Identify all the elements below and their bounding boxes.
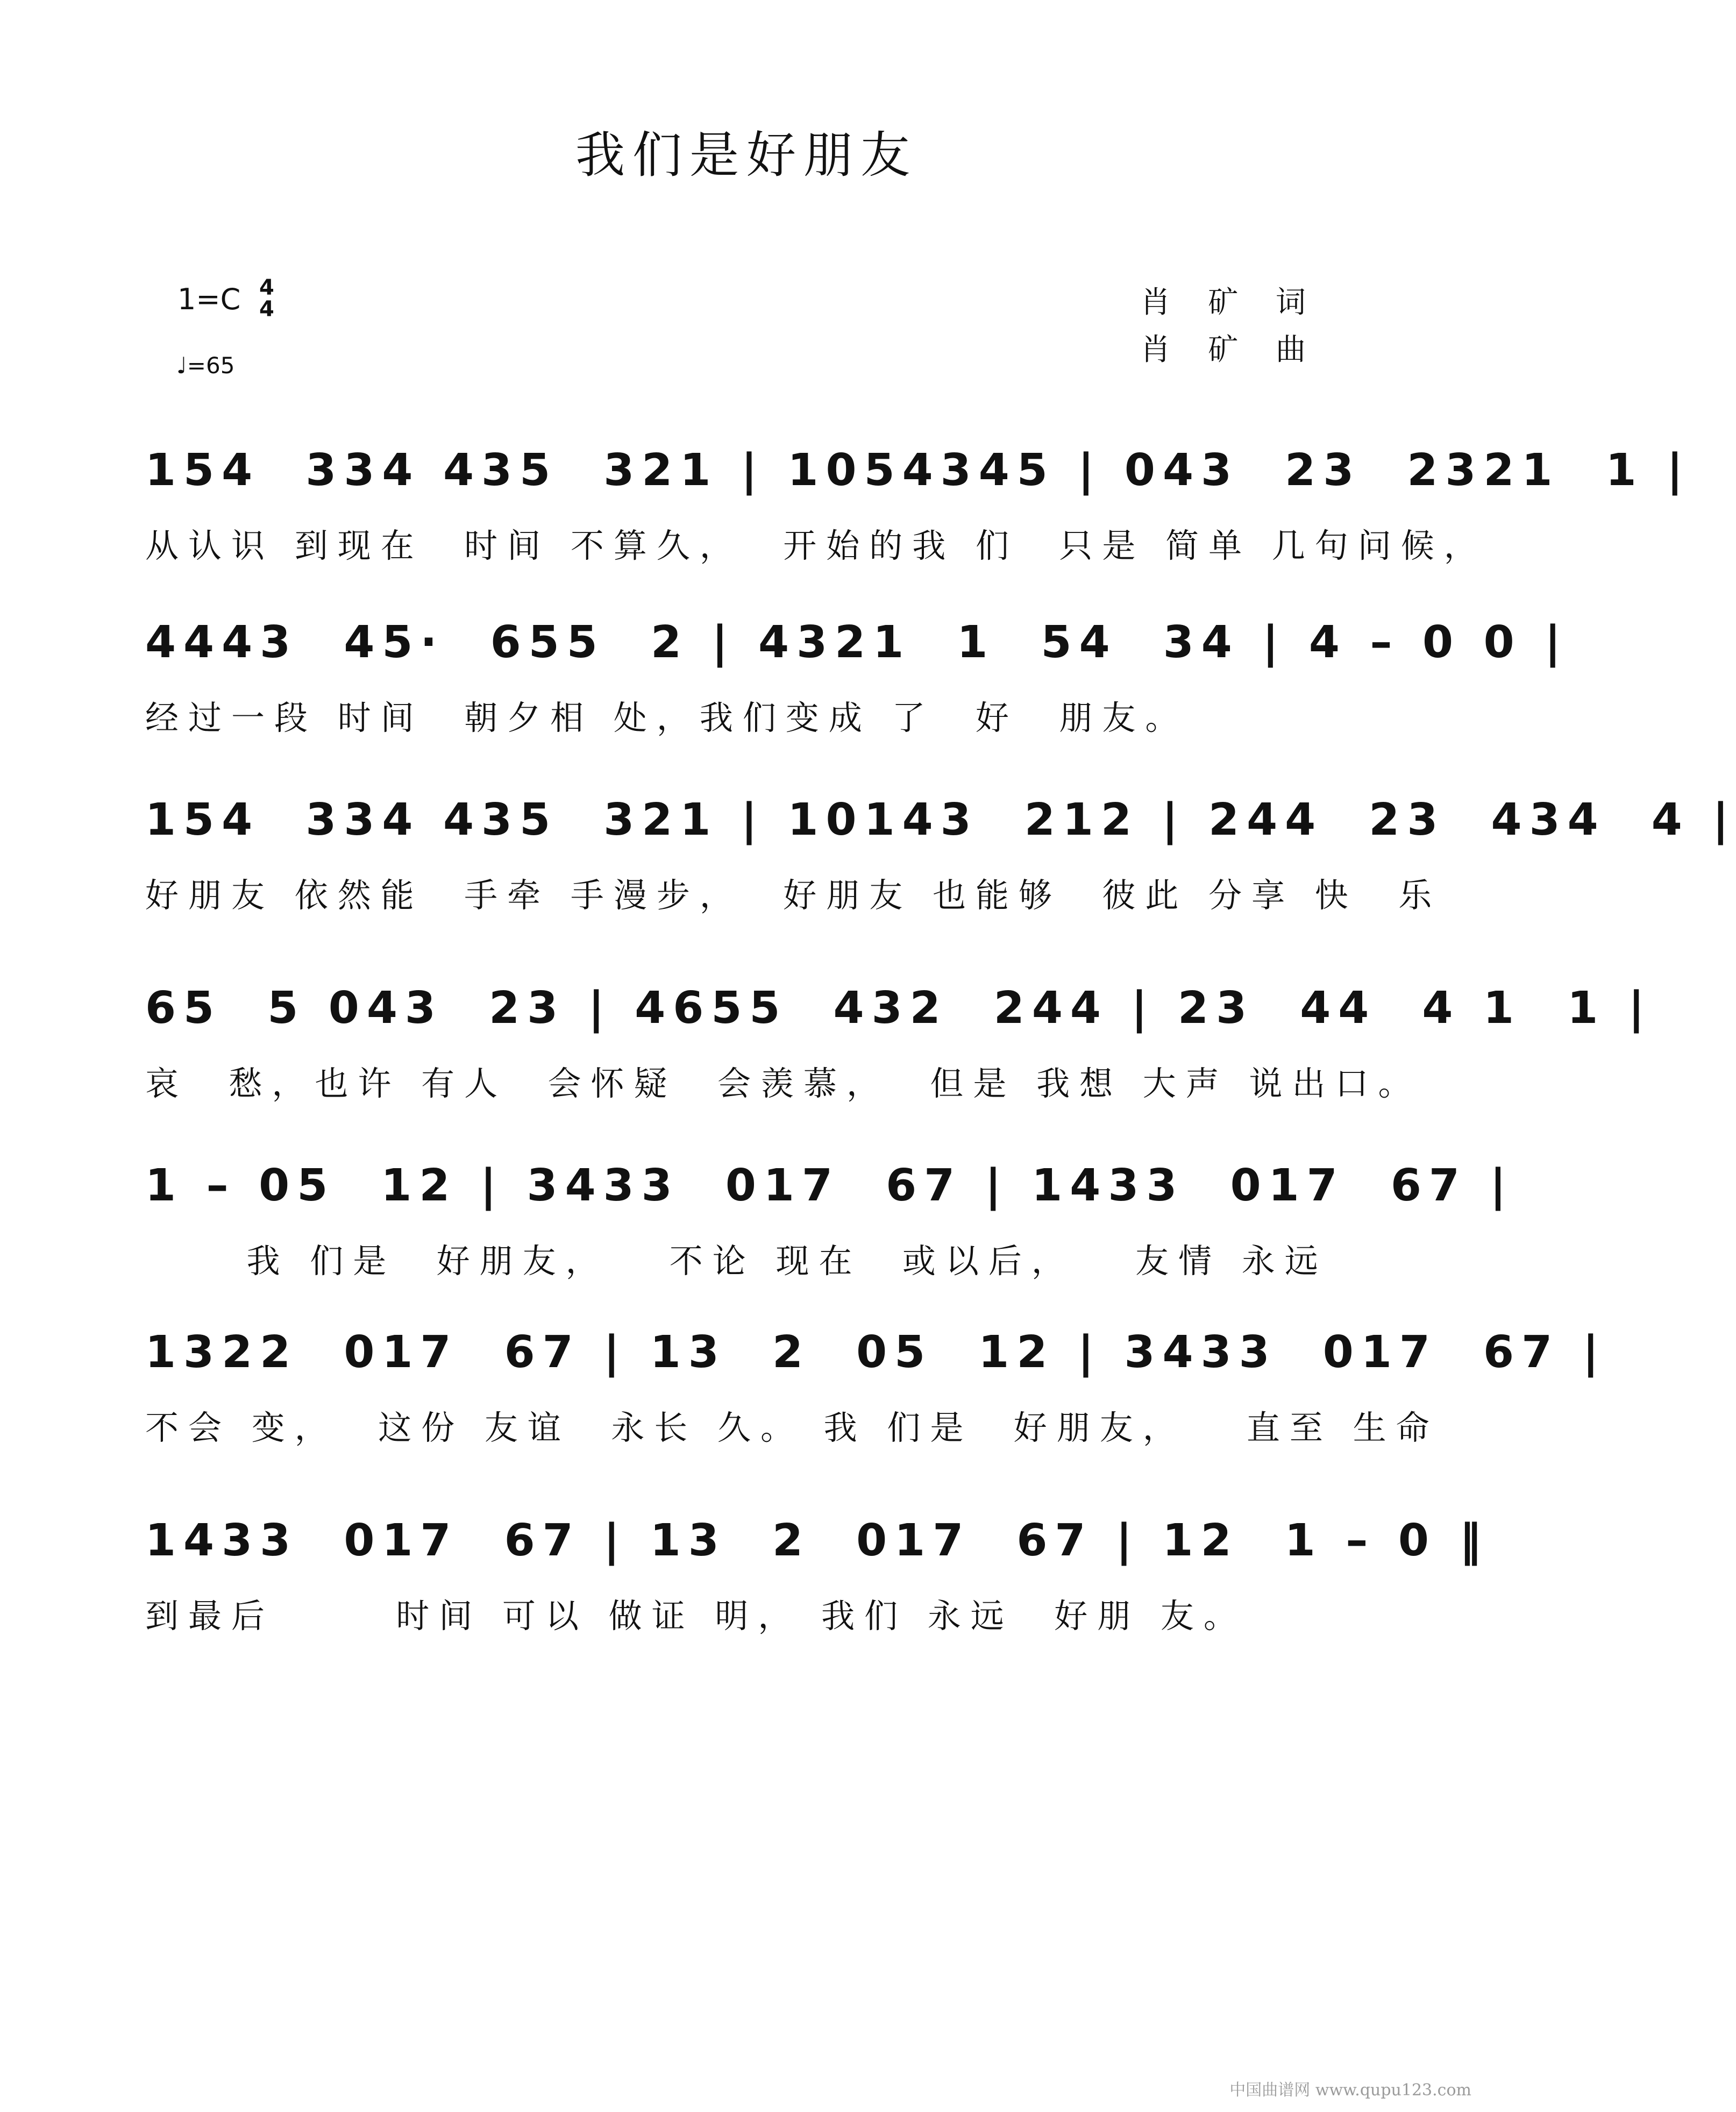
notation-line: 65 5 043 23 | 4655 432 244 | 23 44 4 1 1 | [145,983,1652,1034]
composer-credit: 肖 矿 曲 [1140,332,1320,367]
score-system-1 [145,441,1691,602]
song-title: 我们是好朋友 [575,126,917,184]
lyricist-credit: 肖 矿 词 [1140,285,1320,320]
notation-line: 1433 017 67 | 13 2 017 67 | 12 1 – 0 ‖ [145,1515,1489,1566]
score-system-5 [145,1156,1514,1318]
notation-line: 1 – 05 12 | 3433 017 67 | 1433 017 67 | [145,1160,1514,1211]
time-signature-bottom: 4 [259,297,274,322]
lyrics-line: 不会 变， 这份 友谊 永长 久。 我 们是 好朋友， 直至 生命 [145,1408,1439,1447]
tempo-marking: ♩=65 [176,352,235,379]
notation-line: 1322 017 67 | 13 2 05 12 | 3433 017 67 | [145,1327,1606,1378]
score-system-6 [145,1323,1606,1484]
lyrics-line: 好朋友 依然能 手牵 手漫步， 好朋友 也能够 彼此 分享 快 乐 [145,876,1442,915]
notation-line: 154 334 435 321 | 1054345 | 043 23 2321 1 | [145,445,1691,496]
score-system-3 [145,791,1736,952]
score-system-2 [145,613,1569,774]
notation-line: 154 334 435 321 | 10143 212 | 244 23 434 4 | [145,794,1736,845]
score-system-7 [145,1511,1489,1673]
lyrics-line: 哀 愁，也许 有人 会怀疑 会羡慕， 但是 我想 大声 说出口。 [145,1064,1421,1103]
site-watermark: 中国曲谱网 www.qupu123.com [1229,2081,1471,2100]
lyrics-line: 从认识 到现在 时间 不算久， 开始的我 们 只是 简单 几句问候， [145,526,1487,565]
time-signature-top: 4 [259,275,274,300]
lyrics-line: 经过一段 时间 朝夕相 处，我们变成 了 好 朋友。 [145,698,1189,737]
score-system-4 [145,979,1652,1140]
lyrics-line: 到最后 时间 可以 做证 明， 我们 永远 好朋 友。 [145,1596,1247,1635]
notation-line: 4443 45· 655 2 | 4321 1 54 34 | 4 – 0 0 | [145,617,1569,668]
lyrics-line: 我 们是 好朋友， 不论 现在 或以后， 友情 永远 [145,1241,1328,1281]
time-signature [259,277,274,320]
key-signature: 1=C [177,282,241,316]
